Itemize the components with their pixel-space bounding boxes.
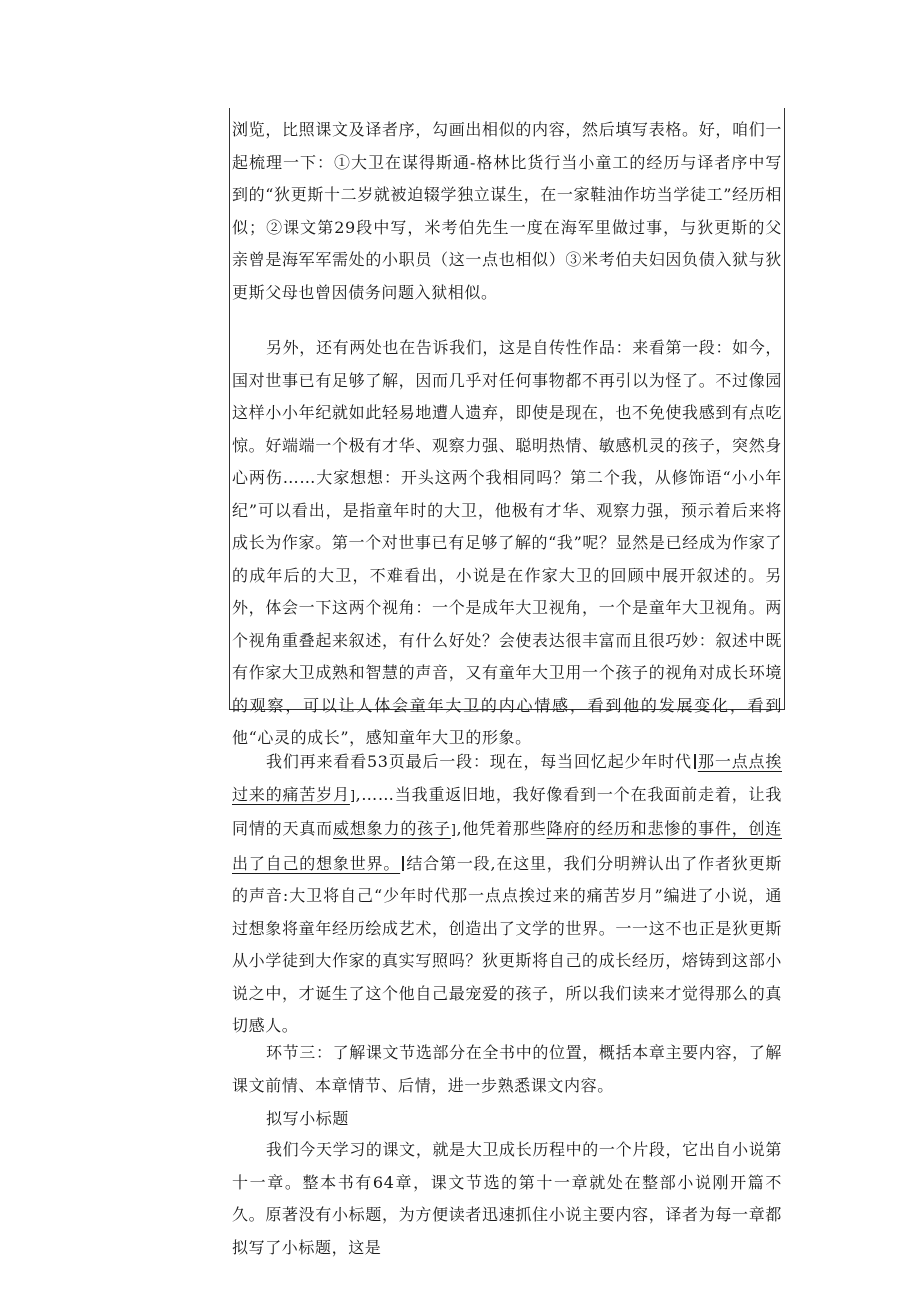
cell-paragraph-autobiography: 另外，还有两处也在告诉我们，这是自传性作品：来看第一段：如今，国对世事已有足够了解，因而几乎对任何事物都不再引以为怪了。不过像园这样小小年纪就如此轻易地遭人遗弃，即使是现在，也不免使我感到有点吃惊。好端端一个极有才华、观察力强、聪明热情、敏感机灵的孩子，突然身心两伤……大家想想：开头这两个我相同吗？第二个我，从修饰语“小小年纪”可以看出，是指童年时的大卫，他极有才华、观察力强，预示着后来将成长为作家。第一个对世事已有足够了解的“我”呢？显然是已经成为作家了的成年后的大卫，不难看出，小说是在作家大卫的回顾中展开叙述的。另外，体会一下这两个视角：一个是成年大卫视角，一个是童年大卫视角。两个视角重叠起来叙述，有什么好处？会使表达很丰富而且很巧妙：叙述中既有作家大卫成熟和智慧的声音，又有童年大卫用一个孩子的视角对成长环境的观察，可以让人体会童年大卫的内心情感，看到他的发展变化，看到他“心灵的成长”，感知童年大卫的形象。	[232, 338, 782, 747]
mark-bar	[402, 856, 404, 871]
mark-bracket: ]	[450, 823, 457, 838]
para3-underline-2: 威想象力的孩子	[333, 819, 451, 838]
mark-bar	[694, 754, 696, 769]
para3-underline-3: 降府的经历和悲惨的事件，创连出了自己的想象世界。	[232, 819, 782, 873]
paragraph-chapter-info: 我们今天学习的课文，就是大卫成长历程中的一个片段，它出自小说第十一章。整本书有64章，课文节选的第十一章就处在整部小说刚开篇不久。原著没有小标题，为方便读者迅速抓住小说主要内容，译者为每一章都拟写了小标题，这是	[232, 1140, 782, 1257]
paragraph-step-three: 环节三：了解课文节选部分在全书中的位置，概括本章主要内容，了解课文前情、本章情节、后情，进一步熟悉课文内容。	[232, 1043, 782, 1095]
para3-text-1: 我们再来看看53页最后一段：现在，每当回忆起少年时代	[266, 752, 692, 771]
para3-text-2: ,……当我重返旧地，我好像看到一个在我面前走着，让我同情的天真而	[232, 784, 782, 838]
para3-text-3: ,他凭着那些	[456, 819, 547, 838]
subheading-subtitle: 拟写小标题	[266, 1109, 350, 1128]
cell-paragraph-comparison: 浏览，比照课文及译者序，勾画出相似的内容，然后填写表格。好，咱们一起梳理一下：①大卫在谋得斯通-格林比货行当小童工的经历与译者序中写到的“狄更斯十二岁就被迫辍学独立谋生，在一家鞋油作坊当学徒工”经历相似；②课文第29段中写，米考伯先生一度在海军里做过事，与狄更斯的父亲曾是海军军需处的小职员（这一点也相似）③米考伯夫妇因负债入狱与狄更斯父母也曾因债务问题入狱相似。	[232, 120, 782, 302]
para3-text-4: 结合第一段,在这里，我们分明辨认出了作者狄更斯的声音:大卫将自己“少年时代那一点点挨过来的痛苦岁月”编进了小说，通过想象将童年经历绘成艺术，创造出了文学的世界。一一这不也正是狄更斯从小学徒到大作家的真实写照吗？狄更斯将自己的成长经历，熔铸到这部小说之中，才诞生了这个他自己最宠爱的孩子，所以我们读来才觉得那么的真切感人。	[232, 853, 782, 1035]
para3-underline-1: 那一点点挨过来的痛苦岁月	[232, 752, 782, 804]
paragraph-page-53	[232, 746, 782, 1043]
mark-bracket: ]	[349, 788, 356, 804]
